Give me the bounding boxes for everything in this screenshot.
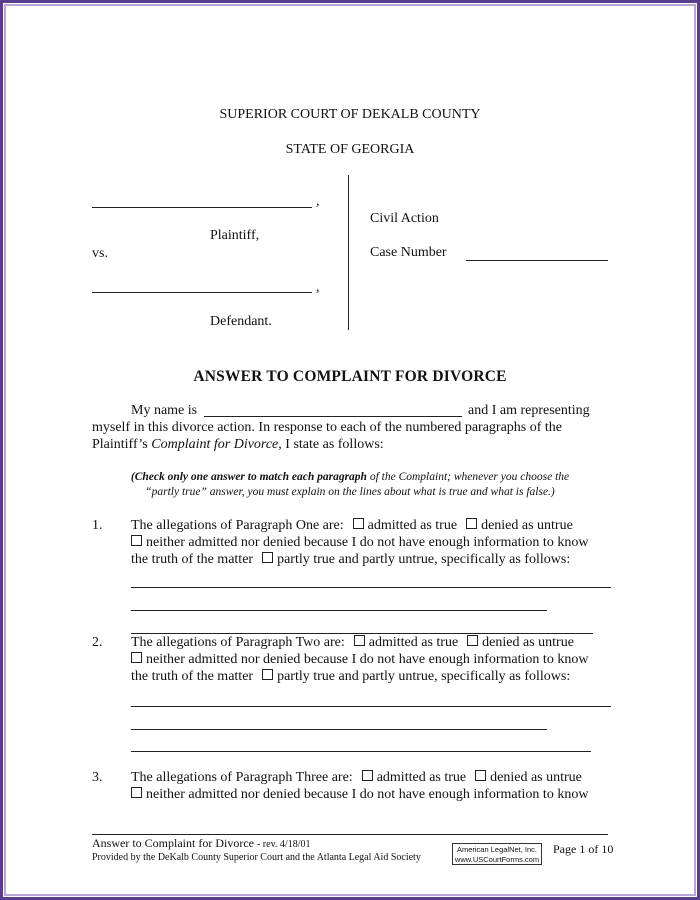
item-1-explain-line-2[interactable] (131, 610, 547, 611)
item-1-line-1 (131, 518, 573, 534)
item-1-line-2 (131, 535, 588, 551)
instruction-line-1 (0, 471, 700, 483)
instruction-bold: (Check only one answer to match each paragraph (130, 471, 367, 483)
intro-line-2: myself in this divorce action. In response to each of the numbered paragraphs of the (92, 420, 563, 435)
intro-representing: and I am representing (468, 403, 590, 418)
intro-complaint-title: Complaint for Divorce (151, 437, 279, 452)
instruction-line-2: “partly true” answer, you must explain on the lines about what is true and what is false.) (145, 486, 555, 498)
defendant-label: Defendant. (210, 314, 272, 329)
item-2-truth-label: the truth of the matter (131, 669, 254, 684)
plaintiff-comma: , (316, 194, 320, 209)
page-number: Page 1 of 10 (553, 842, 614, 856)
item-2-neither-checkbox[interactable] (131, 652, 142, 663)
item-3-neither-label: neither admitted nor denied because I do not have enough information to know (146, 787, 589, 802)
plaintiff-name-line[interactable] (92, 207, 312, 208)
intro-line-3 (92, 437, 384, 453)
item-1-explain-line-3[interactable] (131, 633, 593, 634)
item-1-denied-label: denied as untrue (481, 518, 573, 533)
item-2-explain-line-1[interactable] (131, 706, 611, 707)
item-3-admitted-label: admitted as true (376, 770, 467, 785)
item-1-denied-checkbox[interactable] (466, 518, 477, 529)
item-2-admitted-label: admitted as true (368, 635, 459, 650)
intro-state-follows: , I state as follows: (278, 437, 384, 452)
footer-form-name (92, 836, 310, 851)
item-1-explain-line-1[interactable] (131, 587, 611, 588)
stamp-url: www.USCourtForms.com (454, 855, 540, 864)
intro-plaintiffs: Plaintiff’s (92, 437, 148, 452)
item-1-line-3 (131, 552, 570, 568)
item-2-line-2 (131, 652, 588, 668)
item-2-partly-checkbox[interactable] (262, 669, 273, 680)
item-2-partly-label: partly true and partly untrue, specifically as follows: (277, 669, 571, 684)
my-name-line[interactable] (204, 416, 462, 417)
item-2-admitted-checkbox[interactable] (354, 635, 365, 646)
item-1-neither-label: neither admitted nor denied because I do not have enough information to know (146, 535, 589, 550)
court-name: SUPERIOR COURT OF DEKALB COUNTY (219, 107, 481, 122)
item-2-explain-line-2[interactable] (131, 729, 547, 730)
case-number-label: Case Number (370, 245, 447, 260)
item-2-line-3 (131, 669, 570, 685)
item-1-truth-label: the truth of the matter (131, 552, 254, 567)
intro-my-name: My name is (131, 403, 198, 418)
item-1-admitted-label: admitted as true (367, 518, 458, 533)
item-2-line-1 (131, 635, 574, 651)
item-2-denied-checkbox[interactable] (467, 635, 478, 646)
item-3-denied-checkbox[interactable] (475, 770, 486, 781)
item-2-lead: The allegations of Paragraph Two are: (131, 635, 345, 650)
item-2-denied-label: denied as untrue (482, 635, 574, 650)
item-3-neither-checkbox[interactable] (131, 787, 142, 798)
legalnet-stamp (452, 843, 542, 865)
footer-revision: - rev. 4/18/01 (256, 839, 311, 850)
item-3-lead: The allegations of Paragraph Three are: (131, 770, 353, 785)
state-name: STATE OF GEORGIA (285, 142, 415, 157)
defendant-name-line[interactable] (92, 292, 312, 293)
item-3-admitted-checkbox[interactable] (362, 770, 373, 781)
item-1-lead: The allegations of Paragraph One are: (131, 518, 344, 533)
civil-action-label: Civil Action (370, 211, 439, 226)
item-3-line-2 (131, 787, 588, 803)
footer-provided-by: Provided by the DeKalb County Superior Court and the Atlanta Legal Aid Society (92, 852, 421, 863)
item-2-neither-label: neither admitted nor denied because I do not have enough information to know (146, 652, 589, 667)
item-2-explain-line-3[interactable] (131, 751, 591, 752)
item-2-number: 2. (92, 635, 103, 650)
item-1-neither-checkbox[interactable] (131, 535, 142, 546)
vs-label: vs. (92, 246, 108, 261)
document-title: ANSWER TO COMPLAINT FOR DIVORCE (193, 368, 507, 385)
item-1-number: 1. (92, 518, 103, 533)
defendant-comma: , (316, 280, 320, 295)
item-3-number: 3. (92, 770, 103, 785)
instruction-rest: of the Complaint; whenever you choose the (366, 471, 570, 483)
item-1-admitted-checkbox[interactable] (353, 518, 364, 529)
item-3-line-1 (131, 770, 582, 786)
item-3-denied-label: denied as untrue (490, 770, 582, 785)
item-1-partly-checkbox[interactable] (262, 552, 273, 563)
caption-divider (348, 175, 349, 330)
item-1-partly-label: partly true and partly untrue, specifically as follows: (277, 552, 571, 567)
stamp-company: American LegalNet, Inc. (456, 845, 538, 854)
footer-form-title: Answer to Complaint for Divorce (92, 836, 254, 850)
plaintiff-label: Plaintiff, (210, 228, 260, 243)
footer-rule (92, 834, 608, 835)
case-number-line[interactable] (466, 260, 608, 261)
